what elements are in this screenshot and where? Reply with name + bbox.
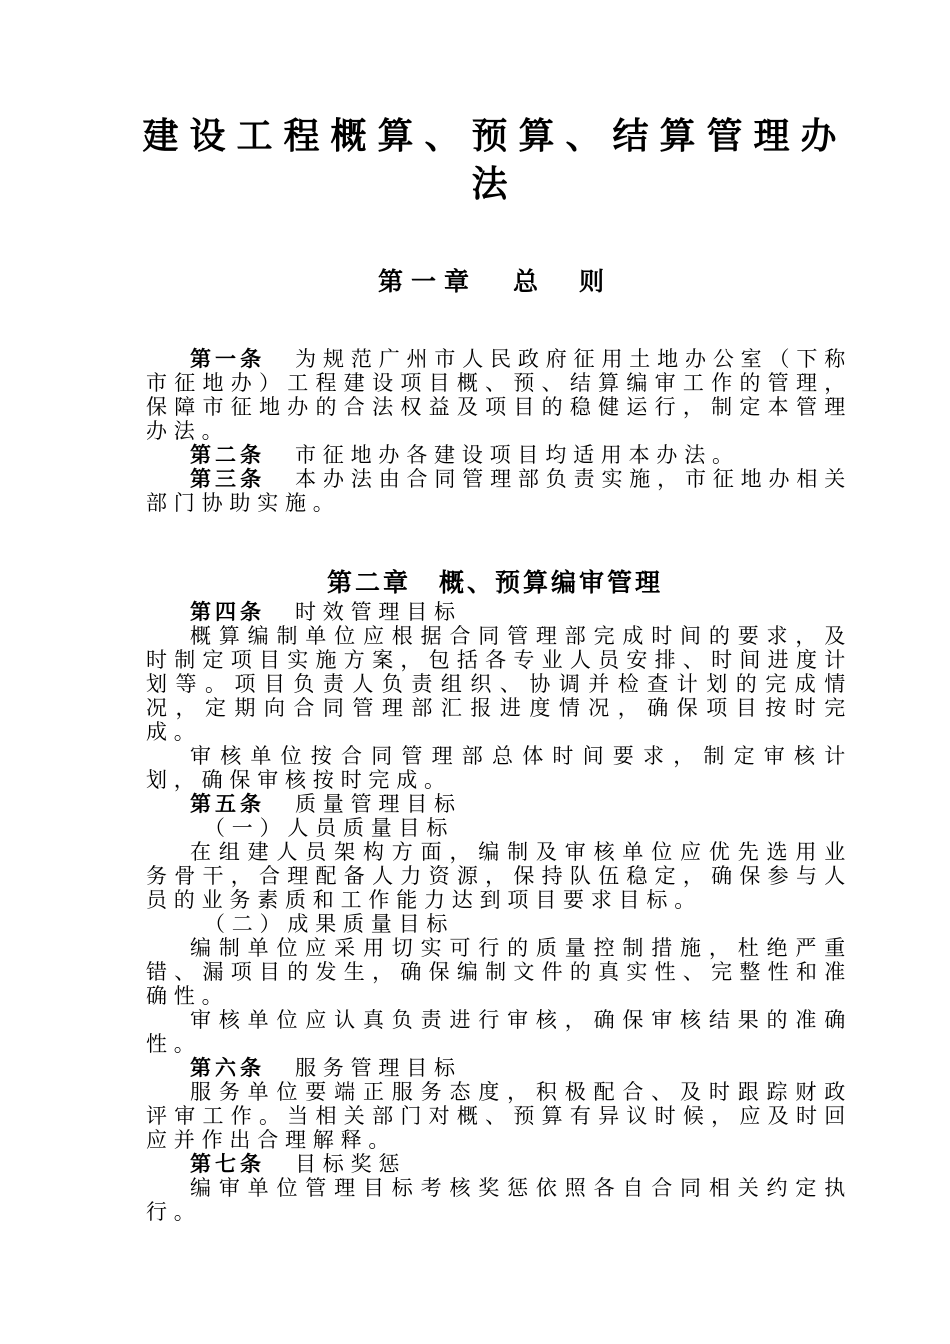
article-4-paragraph-2: 审核单位按合同管理部总体时间要求，制定审核计划，确保审核按时完成。 — [146, 744, 852, 792]
article-3 — [146, 467, 852, 515]
article-2-number: 第二条 — [190, 443, 265, 467]
article-5-title: 质量管理目标 — [295, 792, 462, 816]
article-7-paragraph: 编审单位管理目标考核奖惩依照各自合同相关约定执行。 — [146, 1176, 852, 1224]
article-7-title: 目标奖惩 — [295, 1152, 407, 1176]
article-5-number: 第五条 — [190, 792, 265, 816]
chapter-2-body — [146, 600, 852, 1224]
article-5-sub1-paragraph: 在组建人员架构方面，编制及审核单位应优先选用业务骨干，合理配备人力资源，保持队伍稳定，确保参与人员的业务素质和工作能力达到项目要求目标。 — [146, 840, 852, 912]
article-2-text: 市征地办各建设项目均适用本办法。 — [295, 443, 740, 467]
article-7-heading — [146, 1152, 852, 1176]
chapter-2-heading — [140, 563, 850, 599]
chapter-1-number: 第一章 — [377, 267, 477, 296]
article-1 — [146, 347, 852, 443]
chapter-2-number: 第二章 — [326, 568, 411, 597]
article-5-sub2-paragraph-1: 编制单位应采用切实可行的质量控制措施，杜绝严重错、漏项目的发生，确保编制文件的真实性、完整性和准确性。 — [146, 936, 852, 1008]
article-4-heading — [146, 600, 852, 624]
chapter-1-title: 总 则 — [513, 267, 613, 296]
article-6-heading — [146, 1056, 852, 1080]
chapter-2-title: 概、预算编审管理 — [439, 568, 664, 597]
article-4-title: 时效管理目标 — [295, 600, 462, 624]
article-1-number: 第一条 — [190, 347, 266, 371]
article-6-number: 第六条 — [190, 1056, 265, 1080]
chapter-1-body — [146, 347, 852, 515]
article-5-sub2-paragraph-2: 审核单位应认真负责进行审核，确保审核结果的准确性。 — [146, 1008, 852, 1056]
article-5-heading — [146, 792, 852, 816]
article-2 — [146, 443, 852, 467]
article-7-number: 第七条 — [190, 1152, 265, 1176]
article-5-subheading-1: （一）人员质量目标 — [204, 816, 455, 840]
article-6-paragraph: 服务单位要端正服务态度，积极配合、及时跟踪财政评审工作。当相关部门对概、预算有异议时候，应及时回应并作出合理解释。 — [146, 1080, 852, 1152]
article-4-paragraph-1: 概算编制单位应根据合同管理部完成时间的要求，及时制定项目实施方案，包括各专业人员安排、时间进度计划等。项目负责人负责组织、协调并检查计划的完成情况，定期向合同管理部汇报进度情况，确保项目按时完成。 — [146, 624, 852, 744]
article-6-title: 服务管理目标 — [295, 1056, 462, 1080]
chapter-1-heading — [140, 262, 850, 298]
article-1-text: 为规范广州市人民政府征用土地办公室（下称市征地办）工程建设项目概、预、结算编审工作的管理，保障市征地办的合法权益及项目的稳健运行，制定本管理办法。 — [146, 347, 853, 443]
document-title: 建设工程概算、预算、结算管理办法 — [142, 115, 848, 205]
article-3-number: 第三条 — [190, 467, 266, 491]
article-4-number: 第四条 — [190, 600, 265, 624]
article-3-text: 本办法由合同管理部负责实施，市征地办相关部门协助实施。 — [146, 467, 853, 515]
article-5-subheading-2: （二）成果质量目标 — [204, 912, 455, 936]
